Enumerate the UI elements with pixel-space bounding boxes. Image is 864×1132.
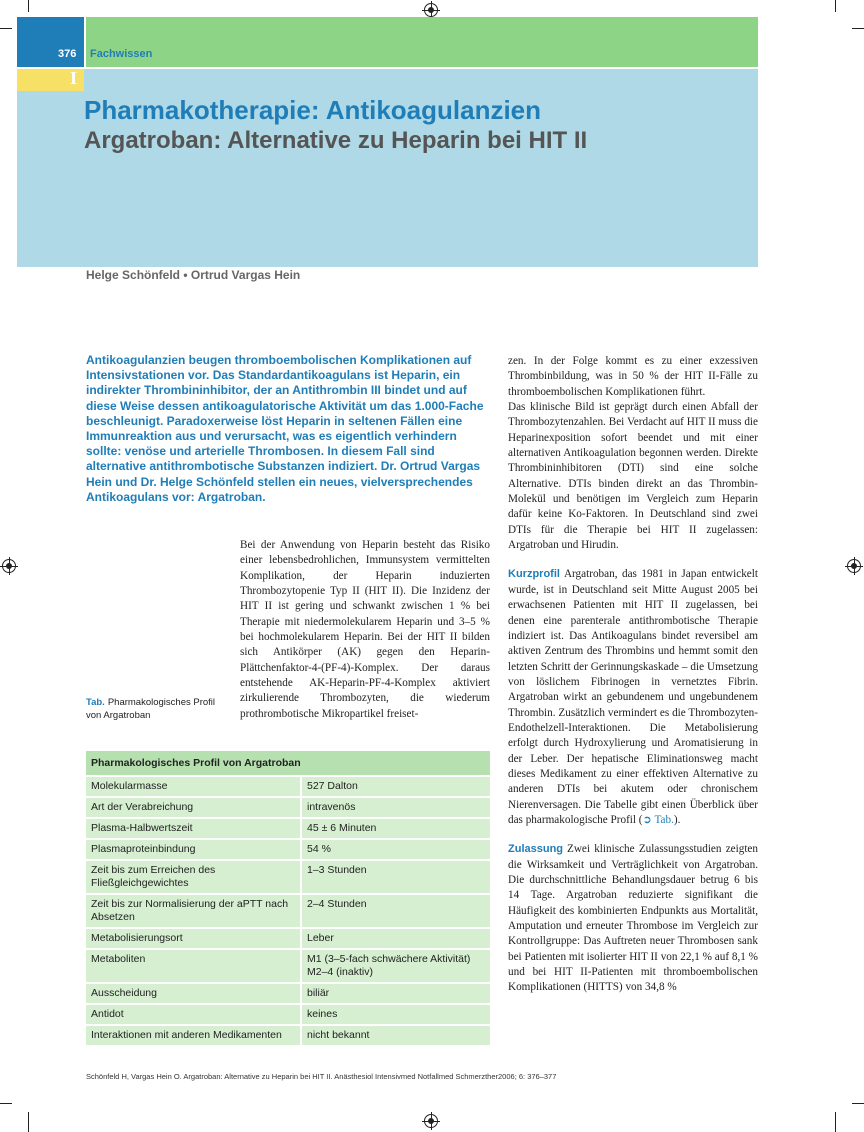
zulassung-text: Zwei klinische Zulassungsstudien zeigten die Wirksamkeit und Verträglichkeit von Argatroban. Die durchschnittliche Behandlungsdauer betrug 6 bis 14 Tage. Argatroban reduzierte signifikant die Häufigkeit des kombinierten Endpunkts aus Mortalität, Amputation und erneuter Thrombose im Vergleich zur Kontrollgruppe: Das Auftreten neuer Thrombosen sank bei Patienten mit isolierter HIT II von 22,1 % auf 8,1 % und bei HIT II-Patienten mit thromboembolischen Komplikationen (HITTS) von 34,8 % <box>508 843 758 994</box>
table-row <box>86 818 490 839</box>
table-row <box>86 983 490 1004</box>
table-cell-value: nicht bekannt <box>301 1025 490 1045</box>
table-row <box>86 776 490 797</box>
table-cell-value: intravenös <box>301 797 490 818</box>
table-cell-key: Art der Verabreichung <box>86 797 301 818</box>
caption-text: Pharmakologisches Profil von Argatroban <box>86 697 216 721</box>
table-cell-key: Plasmaproteinbindung <box>86 839 301 860</box>
table-cell-key: Metabolisierungsort <box>86 928 301 949</box>
table-cell-value: keines <box>301 1004 490 1025</box>
caption-tag: Tab. <box>86 697 105 708</box>
table-reference-link[interactable]: ➲ Tab. <box>642 813 674 826</box>
table-cell-key: Ausscheidung <box>86 983 301 1004</box>
table-cell-key: Molekularmasse <box>86 776 301 797</box>
section-label: Fachwissen <box>90 48 153 60</box>
paragraph-kurzprofil <box>508 567 758 828</box>
table-cell-value: 2–4 Stunden <box>301 894 490 928</box>
registration-mark-icon <box>2 559 16 573</box>
table-cell-key: Antidot <box>86 1004 301 1025</box>
paragraph-zulassung <box>508 842 758 995</box>
crop-mark <box>0 1103 12 1104</box>
citation-footer: Schönfeld H, Vargas Hein O. Argatroban: Alternative zu Heparin bei HIT II. Anästhesiol Intensivmed Notfallmed Schmerzther2006; 6: 376–377 <box>86 1072 557 1081</box>
table-cell-key: Zeit bis zur Normalisierung der aPTT nach Absetzen <box>86 894 301 928</box>
authors: Helge Schönfeld • Ortrud Vargas Hein <box>86 268 301 282</box>
intro-paragraph: Bei der Anwendung von Heparin besteht das Risiko einer lebensbedrohlichen, Immunsystem vermittelten Komplikation, der Heparin induzierten Thrombozytopenie Typ II (HIT II). Die Inzidenz der HIT II ist gering und schwankt zwischen 1 % bei Therapie mit niedermolekularem Heparin und 3–5 % bei hochmolekularem Heparin. Bei der HIT II bilden sich Antikörper (AK) gegen den Heparin-Plättchenfaktor-4-(PF-4)-Komplex. Der daraus entstehende AK-Heparin-PF-4-Komplex aktiviert zirkulierende Thrombozyten, die wiederum prothrombotische Mikropartikel freiset- <box>240 539 490 720</box>
paragraph: zen. In der Folge kommt es zu einer exzessiven Thrombinbildung, was in 50 % der HIT II-Fälle zu thromboembolischen Komplikationen führt. <box>508 355 758 398</box>
registration-mark-icon <box>424 1114 438 1128</box>
table-row <box>86 860 490 894</box>
table-cell-value: biliär <box>301 983 490 1004</box>
registration-mark-icon <box>424 3 438 17</box>
crop-mark <box>835 1112 836 1132</box>
table-row <box>86 1025 490 1045</box>
table-cell-value: 527 Dalton <box>301 776 490 797</box>
section-header-band <box>86 17 758 67</box>
table-cell-key: Zeit bis zum Erreichen des Fließgleichgewichtes <box>86 860 301 894</box>
right-column <box>508 354 758 996</box>
table-row <box>86 839 490 860</box>
table-caption <box>86 696 231 722</box>
chapter-number: I <box>70 68 78 88</box>
table-row <box>86 797 490 818</box>
abstract: Antikoagulanzien beugen thromboembolischen Komplikationen auf Intensivstationen vor. Das Standardantikoagulans ist Heparin, ein indirekter Thrombininhibitor, der an Antithrombin III bindet und auf diese Weise dessen antikoagulatorische Aktivität um das 1.000-Fache beschleunigt. Paradoxerweise löst Heparin in seltenen Fällen eine Immunreaktion aus und verursacht, was es eigentlich verhindern sollte: venöse und arterielle Thrombosen. In diesem Fall sind alternative antithrombotische Substanzen indiziert. Dr. Ortrud Vargas Hein und Dr. Helge Schönfeld stellen ein neues, vielversprechendes Antikoagulans vor: Argatroban. <box>86 353 484 504</box>
crop-mark <box>852 1103 864 1104</box>
crop-mark <box>852 28 864 29</box>
crop-mark <box>0 28 12 29</box>
table-cell-value: 45 ± 6 Minuten <box>301 818 490 839</box>
table-cell-value: 1–3 Stunden <box>301 860 490 894</box>
pharmacological-profile-table <box>86 751 490 1045</box>
paragraph: Das klinische Bild ist geprägt durch einen Abfall der Thrombozytenzahlen. Bei Verdacht auf HIT II muss die Heparinexposition sofort beendet und mit einer alternativen Antikoagulation begonnen werden. Direkte Thrombininhibitoren (DTI) sind eine solche Alternative. DTIs binden direkt an das Thrombin-Molekül und benötigen im Vergleich zum Heparin dafür keine Ko-Faktoren. In Deutschland sind zwei DTIs für die Therapie bei HIT II zugelassen: Argatroban und Hirudin. <box>508 401 758 552</box>
article-title: Pharmakotherapie: Antikoagulanzien <box>84 95 542 125</box>
crop-mark <box>28 1112 29 1132</box>
table-cell-key: Metaboliten <box>86 949 301 983</box>
crop-mark <box>835 0 836 12</box>
crop-mark <box>28 0 29 12</box>
zulassung-heading: Zulassung <box>508 843 564 856</box>
article-subtitle: Argatroban: Alternative zu Heparin bei HIT II <box>84 127 588 154</box>
table-row <box>86 894 490 928</box>
table-row <box>86 928 490 949</box>
table-cell-value: M1 (3–5-fach schwächere Aktivität) M2–4 (inaktiv) <box>301 949 490 983</box>
table-cell-key: Interaktionen mit anderen Medikamenten <box>86 1025 301 1045</box>
kurzprofil-heading: Kurzprofil <box>508 568 560 581</box>
table-cell-value: Leber <box>301 928 490 949</box>
table-cell-key: Plasma-Halbwertszeit <box>86 818 301 839</box>
table-header: Pharmakologisches Profil von Argatroban <box>86 751 490 776</box>
page-number: 376 <box>58 48 77 60</box>
table-row <box>86 1004 490 1025</box>
table-cell-value: 54 % <box>301 839 490 860</box>
registration-mark-icon <box>847 559 861 573</box>
table-row <box>86 949 490 983</box>
kurzprofil-text: Argatroban, das 1981 in Japan entwickelt wurde, ist in Deutschland seit Mitte August 2005 bei erwachsenen Patienten mit HIT II zugelassen, bei denen eine parenterale antithrombotische Therapie indiziert ist. Das Antikoagulans bindet reversibel am aktiven Zentrum des Thrombins und hemmt somit den letzten Schritt der Gerinnungskaskade – die Umsetzung von löslichem Fibrinogen in vernetztes Fibrin. Argatroban wirkt an gebundenem und ungebundenem Thrombin. Zusätzlich vermindert es die Thrombozyten-Endothelzell-Interaktionen. Die Metabolisierung erfolgt durch Hydroxylierung und Aromatisierung in der Leber. Der hepatische Eliminationsweg macht dieses Medikament zu einer effektiven Alternative zu anderen DTIs bei akutem oder chronischem Nierenversagen. Die Tabelle gibt einen Überblick über das pharmakologische Profil ( <box>508 568 758 826</box>
kurzprofil-end: ). <box>673 813 681 826</box>
